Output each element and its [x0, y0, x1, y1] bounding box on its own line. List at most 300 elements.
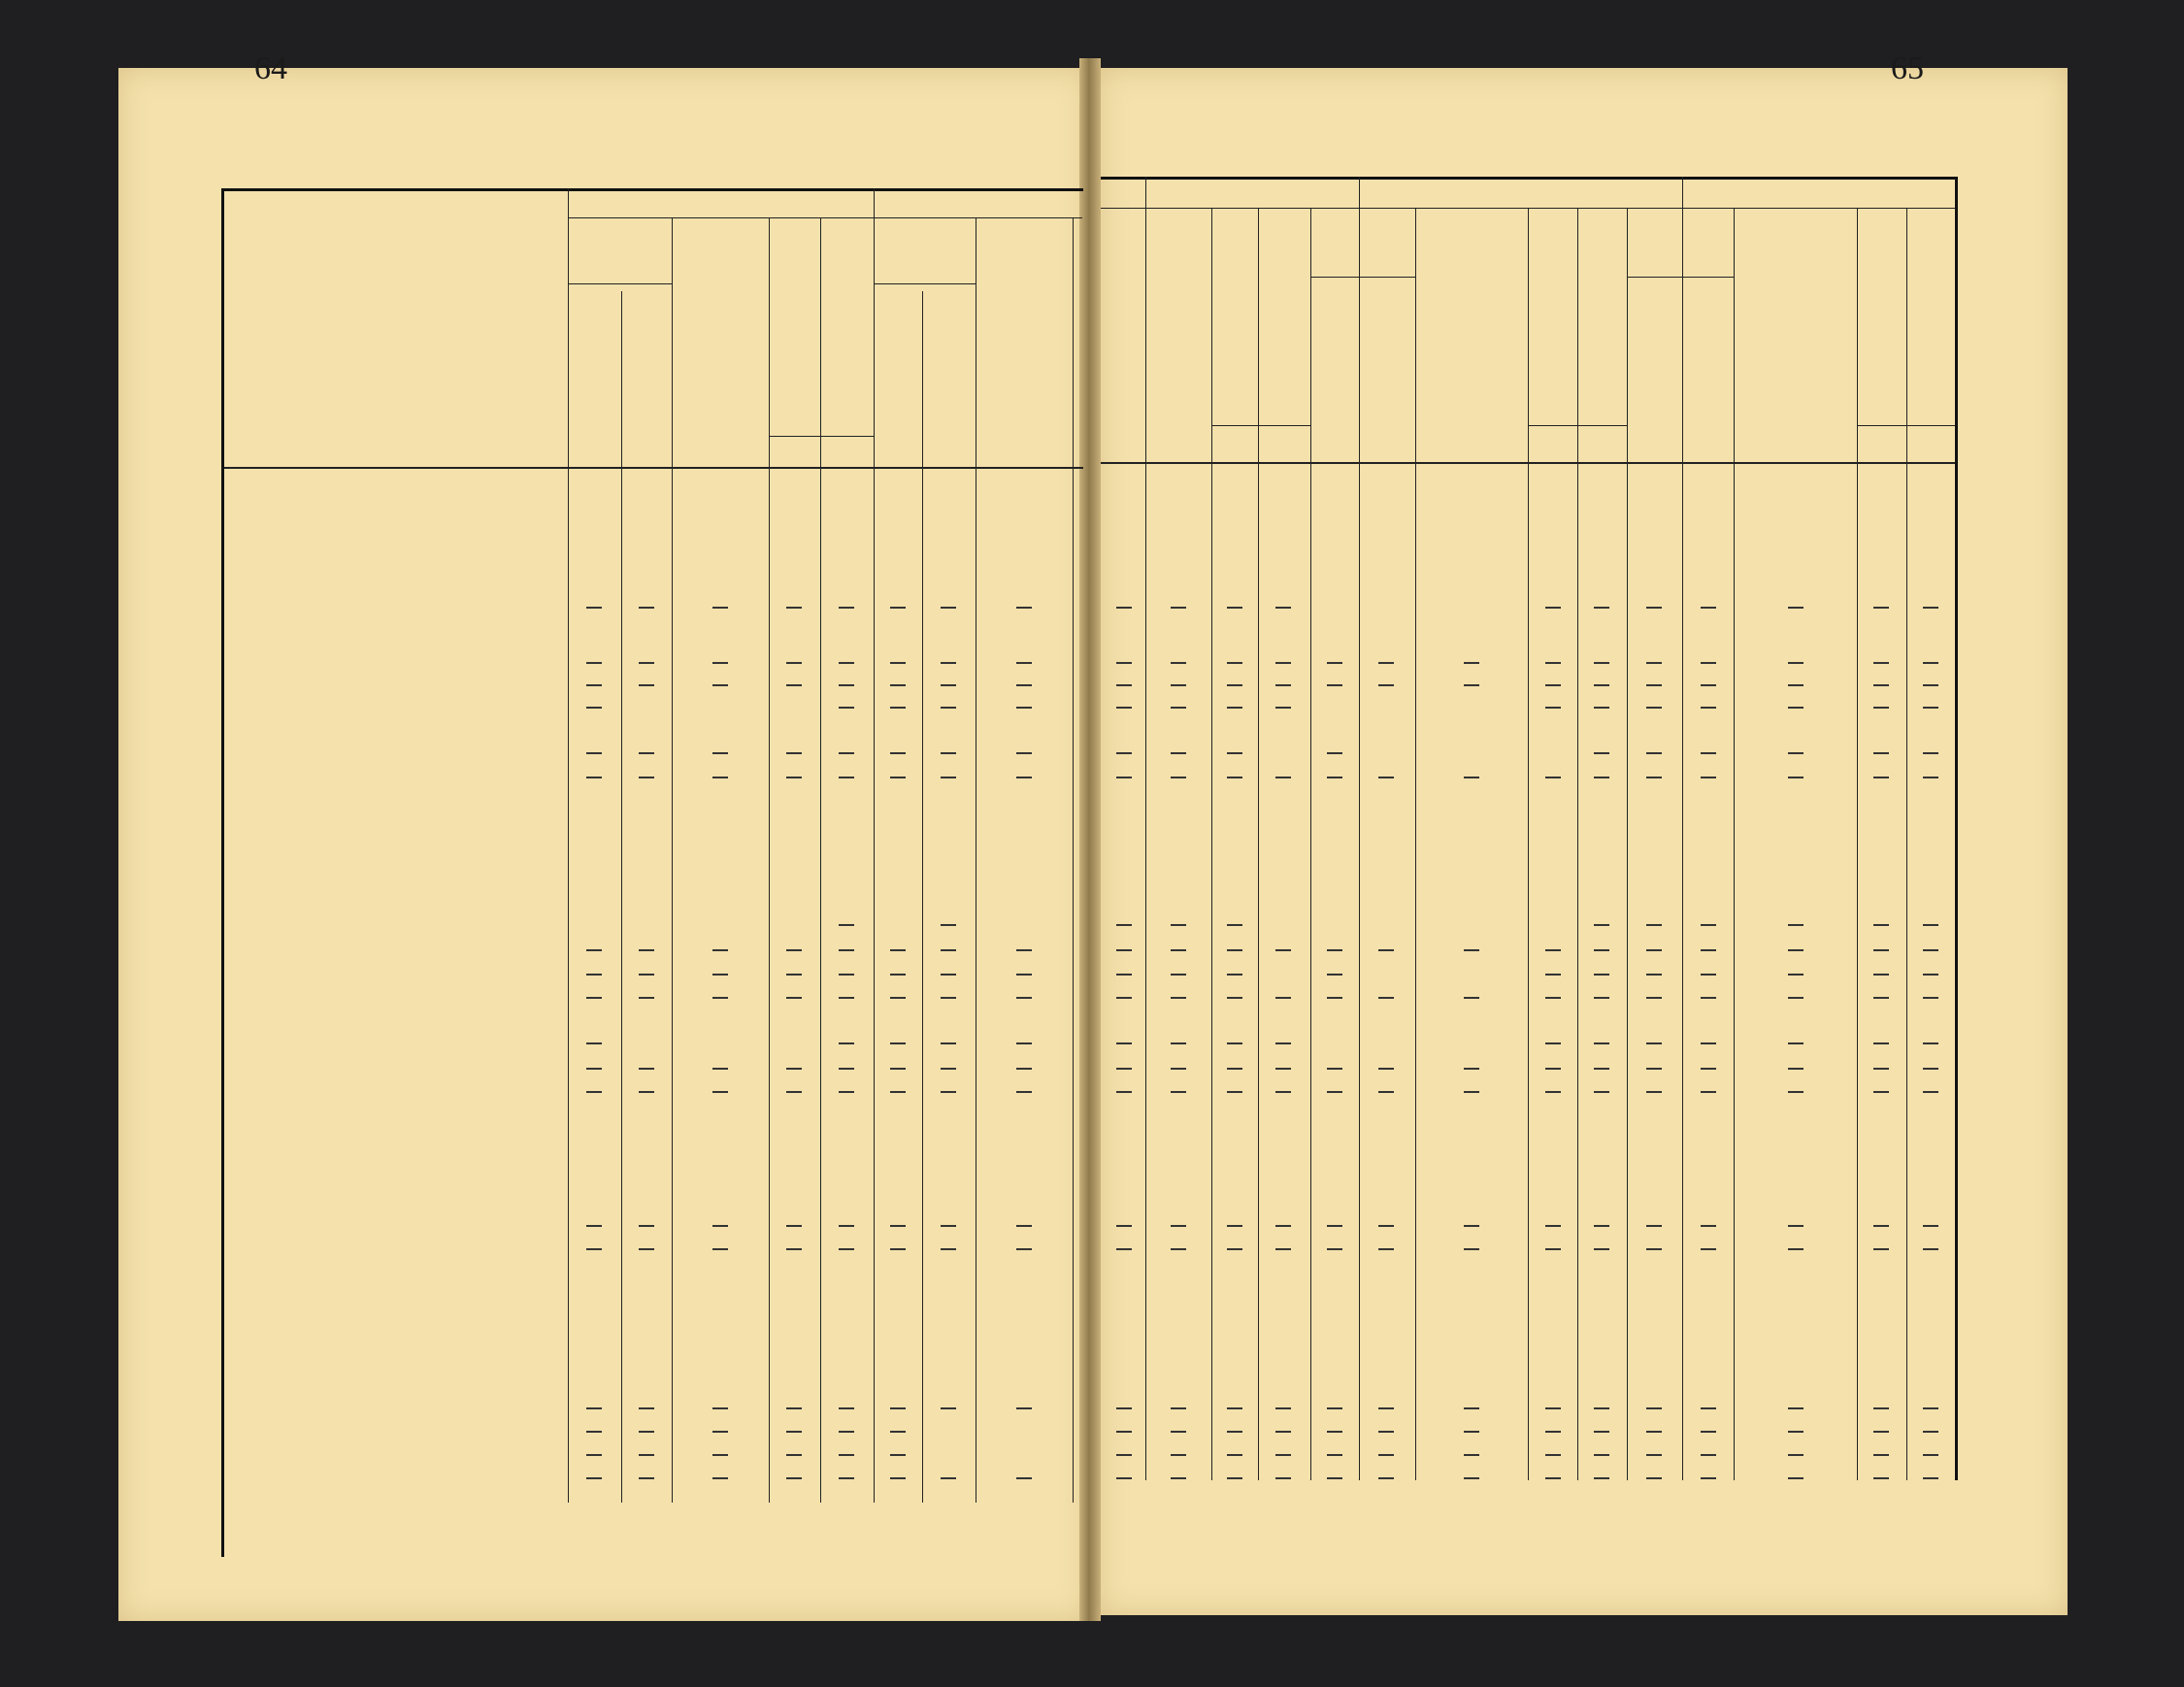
right-dash [1788, 1454, 1803, 1456]
left-dash [586, 974, 602, 976]
right-dash [1594, 662, 1609, 664]
left-dash [639, 1225, 654, 1227]
right-dash [1873, 1091, 1889, 1093]
left-dash [839, 997, 854, 999]
right-dash [1171, 1225, 1186, 1227]
right-dash [1646, 752, 1662, 754]
left-dash [786, 1407, 802, 1409]
right-dash [1171, 662, 1186, 664]
left-dash [839, 777, 854, 778]
right-dash [1594, 949, 1609, 951]
right-dash [1171, 1091, 1186, 1093]
right-dash [1327, 1248, 1342, 1250]
left-dash [839, 1477, 854, 1479]
left-value [699, 912, 815, 936]
right-dash [1594, 1407, 1609, 1409]
left-dash [890, 707, 906, 709]
right-dash [1701, 1431, 1716, 1433]
right-dash [1116, 997, 1132, 999]
col-rule-right [1682, 177, 1683, 1480]
right-dash [1923, 1225, 1938, 1227]
right-dash [1545, 1091, 1561, 1093]
left-dash [712, 974, 728, 976]
right-dash [1788, 707, 1803, 709]
left-dash [890, 752, 906, 754]
group-rule-tikhvin [1627, 208, 1955, 209]
right-dash [1545, 777, 1561, 778]
left-dash [890, 949, 906, 951]
left-dash [1016, 949, 1032, 951]
left-dash [941, 777, 956, 778]
right-dash [1923, 1042, 1938, 1044]
left-dash [941, 1091, 956, 1093]
right-dash [1701, 1042, 1716, 1044]
group-rule-borov-town [874, 217, 1082, 218]
left-dash [639, 1477, 654, 1479]
right-dash [1464, 1225, 1479, 1227]
right-dash [1327, 1068, 1342, 1070]
left-page [118, 68, 1089, 1621]
right-dash [1227, 1407, 1242, 1409]
right-dash [1646, 1431, 1662, 1433]
chislo-rule [874, 283, 976, 284]
right-dash [1594, 752, 1609, 754]
workers-borov-uezd-rule [1528, 425, 1627, 426]
right-dash [1378, 1068, 1394, 1070]
left-dash [839, 1091, 854, 1093]
right-dash [1923, 949, 1938, 951]
left-dash [890, 1068, 906, 1070]
left-dash [941, 1477, 956, 1479]
left-value [699, 1031, 815, 1054]
right-dash [1701, 997, 1716, 999]
right-dash [1171, 1431, 1186, 1433]
left-dash [890, 1477, 906, 1479]
col-rule-right [1145, 177, 1146, 1480]
right-dash [1227, 684, 1242, 686]
right-dash [1116, 974, 1132, 976]
right-dash [1227, 1477, 1242, 1479]
right-dash [1646, 607, 1662, 609]
right-dash [1701, 1225, 1716, 1227]
right-dash [1378, 1225, 1394, 1227]
right-dash [1594, 1477, 1609, 1479]
right-dash [1464, 1477, 1479, 1479]
right-dash [1545, 1225, 1561, 1227]
right-dash [1227, 1454, 1242, 1456]
right-dash [1327, 949, 1342, 951]
left-dash [890, 1248, 906, 1250]
right-dash [1873, 607, 1889, 609]
left-dash [839, 1225, 854, 1227]
right-value [1457, 912, 1573, 936]
right-dash [1464, 1431, 1479, 1433]
right-dash [1275, 1477, 1291, 1479]
right-dash [1788, 1248, 1803, 1250]
col-rule-right [1857, 209, 1858, 1480]
right-dash [1646, 974, 1662, 976]
left-dash [639, 1431, 654, 1433]
right-dash [1646, 1454, 1662, 1456]
right-dash [1327, 1454, 1342, 1456]
right-dash [1227, 997, 1242, 999]
col-rule-right [1258, 209, 1259, 1480]
left-dash [586, 684, 602, 686]
col-rule-left [874, 188, 875, 1503]
right-dash [1378, 1248, 1394, 1250]
left-dash [639, 949, 654, 951]
right-dash [1594, 777, 1609, 778]
left-dash [712, 997, 728, 999]
left-dash [639, 777, 654, 778]
left-dash [786, 1477, 802, 1479]
right-dash [1788, 997, 1803, 999]
right-dash [1116, 1407, 1132, 1409]
right-dash [1171, 1454, 1186, 1456]
col-rule-left [1073, 218, 1074, 1503]
col-rule-right [1211, 209, 1212, 1480]
right-dash [1923, 607, 1938, 609]
right-dash [1464, 684, 1479, 686]
left-dash [786, 752, 802, 754]
left-dash [1016, 1477, 1032, 1479]
right-dash [1594, 1091, 1609, 1093]
right-dash [1873, 1068, 1889, 1070]
right-dash [1701, 707, 1716, 709]
right-dash [1646, 1042, 1662, 1044]
right-dash [1227, 777, 1242, 778]
left-dash [639, 1407, 654, 1409]
left-dash [786, 1225, 802, 1227]
right-dash [1171, 707, 1186, 709]
left-dash [839, 1407, 854, 1409]
left-value [802, 912, 918, 936]
right-dash [1171, 997, 1186, 999]
right-dash [1923, 1248, 1938, 1250]
right-dash [1171, 924, 1186, 926]
right-dash [1171, 1248, 1186, 1250]
left-dash [890, 1042, 906, 1044]
left-dash [941, 707, 956, 709]
right-dash [1545, 1454, 1561, 1456]
col-rule-left [820, 218, 821, 1503]
left-value [951, 1442, 1068, 1466]
right-dash [1873, 707, 1889, 709]
right-dash [1873, 777, 1889, 778]
right-dash [1701, 1091, 1716, 1093]
left-dash [586, 662, 602, 664]
right-dash [1873, 949, 1889, 951]
right-dash [1788, 1477, 1803, 1479]
right-dash [1788, 1431, 1803, 1433]
right-dash [1788, 1407, 1803, 1409]
page-number-left: 64 [254, 50, 287, 86]
left-dash [839, 607, 854, 609]
left-dash [712, 949, 728, 951]
left-dash [712, 1454, 728, 1456]
right-dash [1646, 662, 1662, 664]
left-dash [890, 997, 906, 999]
right-dash [1923, 662, 1938, 664]
right-value [1407, 695, 1524, 718]
right-dash [1594, 974, 1609, 976]
right-dash [1594, 997, 1609, 999]
left-dash [1016, 777, 1032, 778]
right-dash [1327, 1225, 1342, 1227]
right-dash [1646, 1068, 1662, 1070]
right-dash [1873, 924, 1889, 926]
right-dash [1116, 1431, 1132, 1433]
right-dash [1227, 1431, 1242, 1433]
page-number-right: 65 [1891, 50, 1924, 86]
left-dash [586, 997, 602, 999]
col-rule-left [769, 218, 770, 1503]
col-rule-left [922, 291, 923, 1503]
right-dash [1116, 607, 1132, 609]
right-dash [1594, 1068, 1609, 1070]
right-dash [1116, 684, 1132, 686]
right-dash [1464, 1454, 1479, 1456]
left-dash [639, 974, 654, 976]
right-dash [1227, 1248, 1242, 1250]
right-dash [1464, 777, 1479, 778]
left-dash [839, 1068, 854, 1070]
left-dash [839, 1454, 854, 1456]
left-dash [890, 1407, 906, 1409]
left-dash [639, 1068, 654, 1070]
right-dash [1116, 924, 1132, 926]
right-dash [1923, 974, 1938, 976]
left-dash [639, 607, 654, 609]
left-dash [941, 1068, 956, 1070]
right-dash [1464, 1248, 1479, 1250]
left-dash [639, 752, 654, 754]
left-dash [1016, 1225, 1032, 1227]
book-gutter [1079, 58, 1101, 1621]
left-dash [890, 1091, 906, 1093]
right-dash [1788, 1225, 1803, 1227]
col-rule-right [1734, 209, 1735, 1480]
right-dash [1923, 752, 1938, 754]
right-dash [1116, 1477, 1132, 1479]
right-dash [1873, 997, 1889, 999]
right-dash [1646, 684, 1662, 686]
left-dash [586, 1068, 602, 1070]
left-dash [586, 1091, 602, 1093]
chislo-rule [1310, 277, 1415, 278]
left-dash [712, 1068, 728, 1070]
right-dash [1873, 1042, 1889, 1044]
right-dash [1545, 662, 1561, 664]
right-value [1407, 962, 1524, 985]
right-dash [1378, 1454, 1394, 1456]
right-dash [1171, 777, 1186, 778]
left-dash [941, 1407, 956, 1409]
left-dash [1016, 1248, 1032, 1250]
right-value [1457, 741, 1573, 764]
right-dash [1227, 1091, 1242, 1093]
right-dash [1594, 684, 1609, 686]
right-dash [1116, 777, 1132, 778]
right-dash [1116, 1068, 1132, 1070]
left-dash [890, 777, 906, 778]
left-dash [1016, 1042, 1032, 1044]
right-dash [1227, 1068, 1242, 1070]
table-right-border [1955, 177, 1958, 1480]
right-dash [1923, 1454, 1938, 1456]
right-dash [1378, 997, 1394, 999]
left-dash [586, 777, 602, 778]
right-dash [1378, 1431, 1394, 1433]
left-dash [839, 974, 854, 976]
left-dash [941, 1248, 956, 1250]
left-dash [839, 752, 854, 754]
right-dash [1227, 949, 1242, 951]
right-dash [1171, 1407, 1186, 1409]
col-rule-right [1310, 209, 1311, 1480]
right-dash [1923, 684, 1938, 686]
left-dash [786, 974, 802, 976]
right-dash [1171, 974, 1186, 976]
left-dash [712, 684, 728, 686]
left-dash [839, 684, 854, 686]
left-dash [712, 777, 728, 778]
right-dash [1873, 684, 1889, 686]
table-left-border [221, 188, 224, 1557]
right-dash [1275, 777, 1291, 778]
left-dash [586, 1431, 602, 1433]
right-dash [1873, 662, 1889, 664]
left-dash [786, 662, 802, 664]
left-dash [639, 1454, 654, 1456]
group-rule-valdai [568, 217, 874, 218]
left-dash [639, 997, 654, 999]
right-dash [1327, 1091, 1342, 1093]
right-value [1295, 1031, 1411, 1054]
left-dash [786, 607, 802, 609]
group-rule-opechensk [1101, 208, 1310, 209]
left-dash [786, 1454, 802, 1456]
left-dash [890, 1225, 906, 1227]
left-dash [586, 949, 602, 951]
left-dash [639, 684, 654, 686]
left-dash [1016, 684, 1032, 686]
left-dash [890, 684, 906, 686]
right-dash [1594, 1431, 1609, 1433]
right-dash [1873, 752, 1889, 754]
left-dash [786, 1068, 802, 1070]
right-dash [1701, 1477, 1716, 1479]
left-dash [1016, 974, 1032, 976]
right-dash [1227, 1225, 1242, 1227]
right-dash [1788, 1091, 1803, 1093]
right-dash [1545, 997, 1561, 999]
left-dash [839, 707, 854, 709]
right-dash [1594, 1042, 1609, 1044]
right-dash [1275, 949, 1291, 951]
right-dash [1594, 1454, 1609, 1456]
right-dash [1464, 949, 1479, 951]
left-dash [639, 662, 654, 664]
left-dash [712, 1225, 728, 1227]
right-dash [1464, 1407, 1479, 1409]
right-dash [1116, 1225, 1132, 1227]
right-dash [1594, 607, 1609, 609]
left-dash [1016, 1068, 1032, 1070]
right-dash [1327, 997, 1342, 999]
right-dash [1378, 662, 1394, 664]
right-dash [1116, 1248, 1132, 1250]
right-dash [1594, 1225, 1609, 1227]
right-dash [1701, 684, 1716, 686]
right-dash [1646, 1477, 1662, 1479]
chislo-rule [568, 283, 672, 284]
col-rule-right [1415, 209, 1416, 1480]
right-dash [1116, 1042, 1132, 1044]
right-dash [1171, 1068, 1186, 1070]
header-bottom-rule-right [1101, 462, 1957, 464]
left-dash [712, 662, 728, 664]
left-dash [786, 1091, 802, 1093]
workers-opechensk-rule [1211, 425, 1310, 426]
table-top-rule [221, 188, 1083, 191]
right-dash [1646, 949, 1662, 951]
right-dash [1646, 924, 1662, 926]
right-dash [1923, 1477, 1938, 1479]
right-dash [1545, 1407, 1561, 1409]
right-dash [1171, 1477, 1186, 1479]
right-dash [1646, 707, 1662, 709]
right-dash [1171, 1042, 1186, 1044]
right-value [1190, 962, 1307, 985]
right-dash [1594, 707, 1609, 709]
right-dash [1275, 662, 1291, 664]
left-dash [941, 997, 956, 999]
left-dash [941, 684, 956, 686]
left-dash [586, 1454, 602, 1456]
right-dash [1545, 1042, 1561, 1044]
right-dash [1873, 1248, 1889, 1250]
right-dash [1646, 1407, 1662, 1409]
right-dash [1923, 997, 1938, 999]
right-dash [1873, 1454, 1889, 1456]
right-dash [1788, 924, 1803, 926]
right-dash [1545, 684, 1561, 686]
right-dash [1701, 752, 1716, 754]
left-dash [712, 1248, 728, 1250]
right-dash [1701, 974, 1716, 976]
right-dash [1788, 607, 1803, 609]
right-dash [1788, 752, 1803, 754]
right-dash [1327, 1407, 1342, 1409]
right-dash [1545, 1068, 1561, 1070]
right-dash [1545, 974, 1561, 976]
right-dash [1788, 1042, 1803, 1044]
right-dash [1701, 662, 1716, 664]
right-dash [1378, 684, 1394, 686]
right-dash [1227, 662, 1242, 664]
left-dash [639, 1091, 654, 1093]
right-value [1407, 595, 1524, 618]
left-dash [712, 752, 728, 754]
right-dash [1275, 1068, 1291, 1070]
right-dash [1788, 1068, 1803, 1070]
right-value [1295, 595, 1411, 618]
left-dash [1016, 1091, 1032, 1093]
left-dash [712, 1091, 728, 1093]
left-dash [1016, 707, 1032, 709]
col-rule-right [1627, 209, 1628, 1480]
